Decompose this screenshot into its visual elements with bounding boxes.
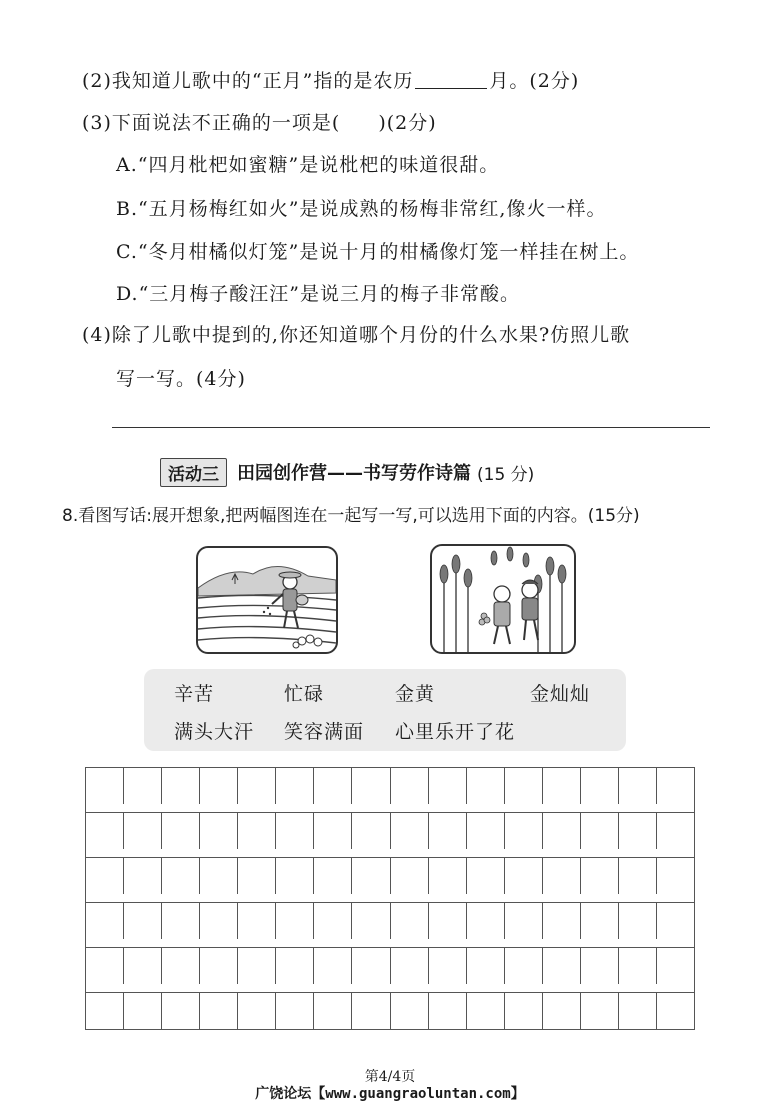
word-bank-item: 金灿灿: [530, 683, 591, 705]
question-2-prefix: (2)我知道儿歌中的“正月”指的是农历: [82, 70, 414, 92]
grid-row[interactable]: [85, 857, 695, 894]
grid-row[interactable]: [85, 992, 695, 1030]
site-footer: 广饶论坛【www.guangraoluntan.com】: [255, 1086, 525, 1102]
answer-blank[interactable]: [415, 70, 487, 89]
illustration-sowing: [196, 546, 338, 654]
grid-row[interactable]: [85, 767, 695, 804]
question-3-suffix: )(2分): [378, 112, 437, 134]
activity-tag: 活动三: [160, 458, 227, 487]
option-c: C.“冬月柑橘似灯笼”是说十月的柑橘像灯笼一样挂在树上。: [116, 241, 640, 263]
word-bank: [144, 669, 626, 751]
question-8: 8.看图写话:展开想象,把两幅图连在一起写一写,可以选用下面的内容。(15分): [62, 506, 640, 526]
option-d: D.“三月梅子酸汪汪”是说三月的梅子非常酸。: [116, 283, 521, 305]
question-2: [82, 68, 579, 94]
activity-heading: [160, 456, 534, 488]
word-bank-item: 忙碌: [284, 683, 325, 705]
grid-row[interactable]: [85, 812, 695, 849]
word-bank-item: 心里乐开了花: [395, 721, 516, 743]
grid-row[interactable]: [85, 947, 695, 984]
option-a: A.“四月枇杷如蜜糖”是说枇杷的味道很甜。: [116, 154, 500, 176]
question-2-suffix: 月。(2分): [489, 70, 580, 92]
writing-grid[interactable]: [85, 767, 695, 1030]
activity-score: (15 分): [477, 464, 535, 485]
word-bank-item: 金黄: [395, 683, 436, 705]
question-4-line-1: (4)除了儿歌中提到的,你还知道哪个月份的什么水果?仿照儿歌: [82, 324, 631, 346]
question-3-prefix: (3)下面说法不正确的一项是(: [82, 112, 341, 134]
grid-row[interactable]: [85, 902, 695, 939]
word-bank-item: 笑容满面: [284, 721, 365, 743]
illustration-harvest: [430, 544, 576, 654]
word-bank-item: 满头大汗: [174, 721, 255, 743]
answer-line[interactable]: [112, 427, 710, 428]
activity-title: 田园创作营——书写劳作诗篇: [237, 463, 471, 484]
page-number: 第4/4页: [364, 1069, 416, 1085]
question-3: [82, 110, 437, 136]
word-bank-item: 辛苦: [174, 683, 215, 705]
option-b: B.“五月杨梅红如火”是说成熟的杨梅非常红,像火一样。: [116, 198, 607, 220]
question-4-line-2: 写一写。(4分): [116, 368, 246, 390]
